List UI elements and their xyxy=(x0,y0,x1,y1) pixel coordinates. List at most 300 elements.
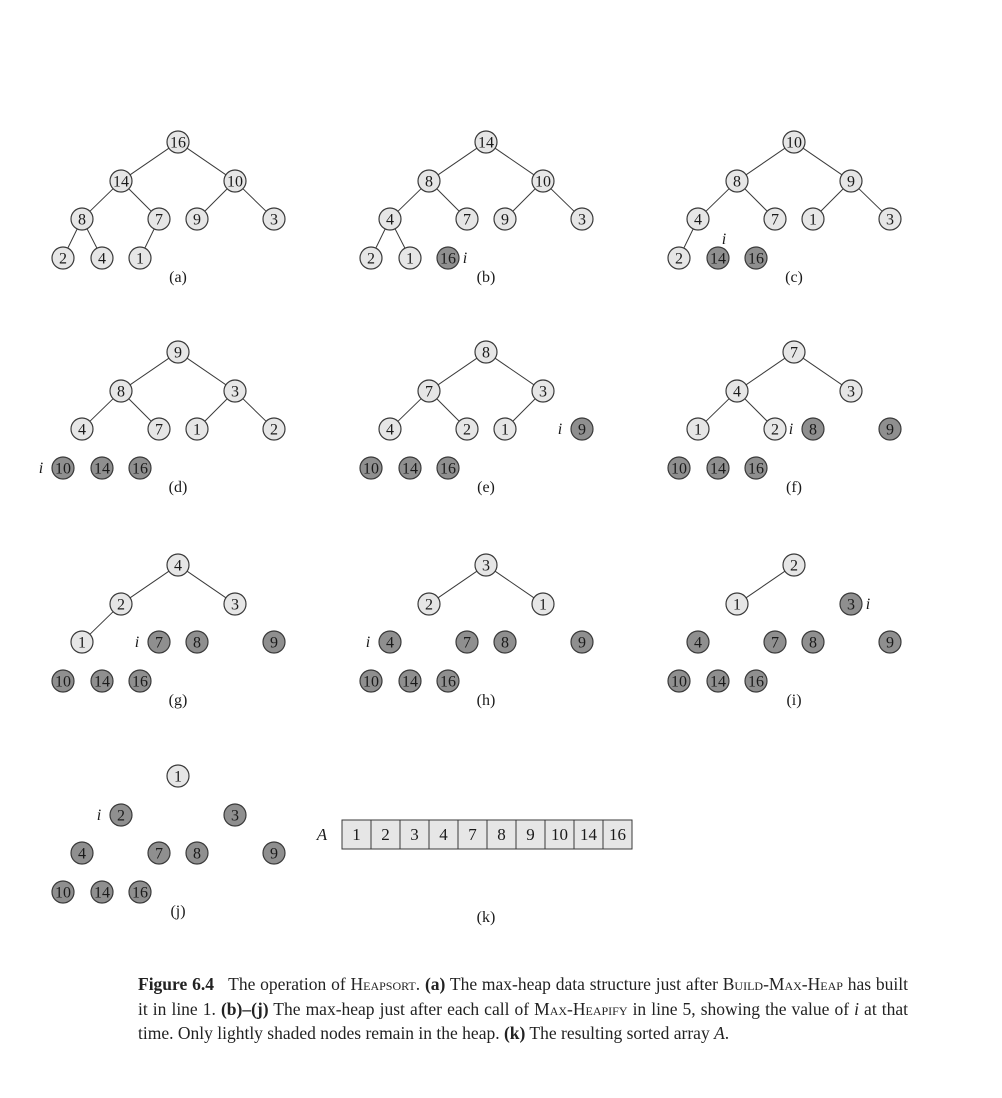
heap-node xyxy=(167,131,189,153)
heap-node xyxy=(456,418,478,440)
array-cell xyxy=(429,820,458,849)
sorted-node xyxy=(707,670,729,692)
heap-node xyxy=(110,593,132,615)
heap-node xyxy=(494,208,516,230)
tree-edge xyxy=(684,229,693,248)
tree-edge xyxy=(437,399,459,421)
tree-edge xyxy=(438,358,477,385)
sorted-node xyxy=(437,247,459,269)
heap-node xyxy=(186,208,208,230)
node-value: 2 xyxy=(463,421,471,439)
node-value: 8 xyxy=(117,383,125,401)
node-value: 10 xyxy=(786,134,802,152)
heap-panel xyxy=(52,131,285,286)
sorted-node xyxy=(148,842,170,864)
heap-node xyxy=(475,341,497,363)
sorted-node xyxy=(91,881,113,903)
heap-node xyxy=(475,554,497,576)
node-value: 7 xyxy=(155,634,163,652)
node-value: 4 xyxy=(386,421,394,439)
tree-edge xyxy=(438,571,477,598)
sorted-node xyxy=(707,247,729,269)
panel-label: (f) xyxy=(786,479,802,496)
heap-node xyxy=(224,380,246,402)
heap-node xyxy=(379,418,401,440)
heap-node xyxy=(840,170,862,192)
tree-edge xyxy=(187,148,226,175)
heap-node xyxy=(360,247,382,269)
heap-node xyxy=(418,593,440,615)
node-value: 2 xyxy=(117,596,125,614)
sorted-node xyxy=(802,418,824,440)
node-value: 9 xyxy=(501,211,509,229)
array-cell-value: 2 xyxy=(381,825,390,844)
node-value: 8 xyxy=(733,173,741,191)
tree-edge xyxy=(87,229,97,248)
i-marker: i xyxy=(462,250,468,267)
heap-node xyxy=(224,170,246,192)
heap-node xyxy=(167,554,189,576)
sorted-node xyxy=(879,418,901,440)
node-value: 14 xyxy=(478,134,494,152)
sorted-node xyxy=(52,881,74,903)
tree-edge xyxy=(187,358,226,385)
sorted-node xyxy=(840,593,862,615)
heap-panel xyxy=(668,131,901,286)
sorted-node xyxy=(494,631,516,653)
array-cell xyxy=(458,820,487,849)
i-marker: i xyxy=(38,460,44,477)
node-value: 1 xyxy=(174,768,182,786)
node-value: 7 xyxy=(790,344,798,362)
sorted-node xyxy=(71,842,93,864)
array-cell-value: 7 xyxy=(468,825,477,844)
sorted-node xyxy=(707,457,729,479)
node-value: 9 xyxy=(193,211,201,229)
node-value: 3 xyxy=(886,211,894,229)
sorted-node xyxy=(129,457,151,479)
i-marker: i xyxy=(865,596,871,613)
heap-panel xyxy=(39,341,285,496)
heap-node xyxy=(764,208,786,230)
node-value: 4 xyxy=(733,383,741,401)
tree-edge xyxy=(243,189,266,212)
heap-node xyxy=(148,418,170,440)
node-value: 16 xyxy=(748,250,764,268)
heap-node xyxy=(110,170,132,192)
tree-edge xyxy=(513,399,535,421)
sorted-node xyxy=(745,247,767,269)
array-cell xyxy=(603,820,632,849)
heap-node xyxy=(418,170,440,192)
node-value: 9 xyxy=(270,845,278,863)
tree-edge xyxy=(495,571,534,598)
heap-node xyxy=(726,380,748,402)
heap-node xyxy=(726,170,748,192)
node-value: 10 xyxy=(671,673,687,691)
node-value: 4 xyxy=(78,421,86,439)
heap-node xyxy=(783,554,805,576)
node-value: 3 xyxy=(847,596,855,614)
tree-edge xyxy=(706,399,729,422)
node-value: 16 xyxy=(170,134,186,152)
node-value: 16 xyxy=(132,884,148,902)
array-cell-value: 10 xyxy=(551,825,568,844)
heap-node xyxy=(167,765,189,787)
heap-panel xyxy=(52,554,285,709)
sorted-node xyxy=(437,457,459,479)
node-value: 1 xyxy=(501,421,509,439)
panel-label: (a) xyxy=(169,269,187,286)
sorted-node xyxy=(148,631,170,653)
node-value: 3 xyxy=(231,383,239,401)
caption-label-a: (a) xyxy=(424,974,446,994)
heap-panel xyxy=(360,131,593,286)
heap-node xyxy=(71,418,93,440)
sorted-node xyxy=(379,631,401,653)
array-cell xyxy=(342,820,371,849)
figure-number: Figure 6.4 xyxy=(138,974,214,994)
heap-node xyxy=(148,208,170,230)
node-value: 4 xyxy=(78,845,86,863)
tree-edge xyxy=(187,571,226,598)
tree-edge xyxy=(145,229,154,248)
node-value: 8 xyxy=(425,173,433,191)
tree-edge xyxy=(90,399,113,422)
node-value: 3 xyxy=(847,383,855,401)
heap-panel xyxy=(360,341,593,496)
tree-edge xyxy=(438,148,477,175)
heap-node xyxy=(783,131,805,153)
panel-label: (e) xyxy=(477,479,495,496)
tree-edge xyxy=(551,189,574,212)
node-value: 14 xyxy=(710,460,726,478)
node-value: 7 xyxy=(463,211,471,229)
node-value: 16 xyxy=(440,673,456,691)
heap-node xyxy=(783,341,805,363)
heap-panel xyxy=(52,765,285,920)
tree-edge xyxy=(803,358,842,385)
sorted-node xyxy=(110,804,132,826)
node-value: 1 xyxy=(694,421,702,439)
heap-node xyxy=(71,631,93,653)
node-value: 9 xyxy=(578,421,586,439)
panel-label: (i) xyxy=(786,692,802,709)
array-cell-value: 14 xyxy=(580,825,597,844)
array-cell xyxy=(371,820,400,849)
sorted-node xyxy=(668,457,690,479)
heap-node xyxy=(399,247,421,269)
heap-node xyxy=(802,208,824,230)
caption-text-8: The resulting sorted array xyxy=(525,1023,715,1043)
node-value: 14 xyxy=(402,460,418,478)
node-value: 14 xyxy=(94,884,110,902)
heap-node xyxy=(263,208,285,230)
node-value: 7 xyxy=(425,383,433,401)
caption-max-heapify: Max-Heapify xyxy=(534,998,628,1019)
sorted-node xyxy=(129,881,151,903)
node-value: 2 xyxy=(790,557,798,575)
node-value: 9 xyxy=(847,173,855,191)
sorted-node xyxy=(263,631,285,653)
tree-edge xyxy=(205,399,227,421)
heap-node xyxy=(129,247,151,269)
sorted-node xyxy=(399,457,421,479)
sorted-node xyxy=(571,418,593,440)
node-value: 2 xyxy=(675,250,683,268)
i-marker: i xyxy=(365,634,371,651)
figure-caption xyxy=(138,972,908,1046)
tree-edge xyxy=(803,148,842,175)
node-value: 4 xyxy=(98,250,106,268)
i-marker: i xyxy=(721,231,727,248)
node-value: 7 xyxy=(463,634,471,652)
tree-edge xyxy=(205,189,227,211)
node-value: 2 xyxy=(59,250,67,268)
node-value: 10 xyxy=(363,460,379,478)
node-value: 14 xyxy=(710,673,726,691)
tree-edge xyxy=(706,189,729,212)
caption-build-max-heap: Build-Max-Heap xyxy=(722,974,843,994)
heap-node xyxy=(764,418,786,440)
node-value: 10 xyxy=(535,173,551,191)
node-value: 7 xyxy=(155,211,163,229)
tree-edge xyxy=(90,612,113,635)
tree-edge xyxy=(746,358,785,385)
node-value: 3 xyxy=(270,211,278,229)
sorted-node xyxy=(129,670,151,692)
node-value: 14 xyxy=(94,460,110,478)
heap-node xyxy=(263,418,285,440)
node-value: 3 xyxy=(482,557,490,575)
panel-label: (d) xyxy=(168,479,188,496)
tree-edge xyxy=(130,148,169,175)
node-value: 2 xyxy=(367,250,375,268)
tree-edge xyxy=(745,399,767,421)
array-name: A xyxy=(316,825,328,844)
node-value: 3 xyxy=(231,596,239,614)
heap-node xyxy=(879,208,901,230)
array-cell xyxy=(574,820,603,849)
tree-edge xyxy=(495,358,534,385)
node-value: 16 xyxy=(748,460,764,478)
node-value: 14 xyxy=(94,673,110,691)
node-value: 14 xyxy=(402,673,418,691)
node-value: 9 xyxy=(578,634,586,652)
caption-text-2: . xyxy=(415,974,425,994)
sorted-node xyxy=(687,631,709,653)
node-value: 7 xyxy=(155,421,163,439)
sorted-node xyxy=(52,457,74,479)
sorted-node xyxy=(879,631,901,653)
node-value: 14 xyxy=(113,173,129,191)
node-value: 1 xyxy=(78,634,86,652)
node-value: 1 xyxy=(136,250,144,268)
node-value: 1 xyxy=(406,250,414,268)
sorted-node xyxy=(668,670,690,692)
heap-node xyxy=(532,593,554,615)
caption-label-b-j: (b)–(j) xyxy=(220,998,269,1019)
heap-node xyxy=(668,247,690,269)
node-value: 2 xyxy=(425,596,433,614)
node-value: 9 xyxy=(886,421,894,439)
sorted-array xyxy=(316,820,632,926)
sorted-node xyxy=(91,670,113,692)
heap-node xyxy=(224,593,246,615)
panel-label: (j) xyxy=(170,903,186,920)
tree-edge xyxy=(130,358,169,385)
heap-node xyxy=(418,380,440,402)
sorted-node xyxy=(399,670,421,692)
node-value: 9 xyxy=(886,634,894,652)
node-value: 8 xyxy=(78,211,86,229)
caption-i-variable: i xyxy=(854,998,859,1019)
node-value: 3 xyxy=(578,211,586,229)
node-value: 16 xyxy=(748,673,764,691)
node-value: 1 xyxy=(193,421,201,439)
sorted-node xyxy=(764,631,786,653)
i-marker: i xyxy=(96,807,102,824)
heap-node xyxy=(532,380,554,402)
node-value: 16 xyxy=(440,250,456,268)
panel-label: (h) xyxy=(476,692,496,709)
heap-node xyxy=(687,418,709,440)
node-value: 4 xyxy=(694,211,702,229)
tree-edge xyxy=(859,189,882,212)
heap-node xyxy=(186,418,208,440)
tree-edge xyxy=(395,229,405,248)
node-value: 16 xyxy=(440,460,456,478)
heap-node xyxy=(726,593,748,615)
node-value: 9 xyxy=(270,634,278,652)
heap-node xyxy=(494,418,516,440)
heap-node xyxy=(571,208,593,230)
array-cell xyxy=(400,820,429,849)
heap-node xyxy=(91,247,113,269)
sorted-node xyxy=(360,457,382,479)
heap-node xyxy=(456,208,478,230)
heap-node xyxy=(52,247,74,269)
node-value: 9 xyxy=(174,344,182,362)
tree-edge xyxy=(821,189,843,211)
heap-panels xyxy=(39,131,901,920)
node-value: 7 xyxy=(771,211,779,229)
caption-a-variable: A xyxy=(714,1023,725,1043)
node-value: 10 xyxy=(227,173,243,191)
node-value: 4 xyxy=(386,211,394,229)
heap-node xyxy=(379,208,401,230)
node-value: 10 xyxy=(363,673,379,691)
sorted-node xyxy=(224,804,246,826)
node-value: 10 xyxy=(55,673,71,691)
sorted-node xyxy=(745,457,767,479)
panel-label: (b) xyxy=(476,269,496,286)
tree-edge xyxy=(437,189,459,211)
node-value: 4 xyxy=(174,557,182,575)
panel-label: (c) xyxy=(785,269,803,286)
heap-node xyxy=(110,380,132,402)
node-value: 2 xyxy=(771,421,779,439)
sorted-node xyxy=(456,631,478,653)
node-value: 8 xyxy=(809,634,817,652)
node-value: 8 xyxy=(193,845,201,863)
panel-label: (k) xyxy=(476,909,496,926)
caption-text-9: . xyxy=(724,1023,730,1043)
tree-edge xyxy=(130,571,169,598)
node-value: 1 xyxy=(733,596,741,614)
tree-edge xyxy=(513,189,535,211)
caption-heapsort: Heapsort xyxy=(350,974,416,994)
i-marker: i xyxy=(557,421,563,438)
sorted-node xyxy=(91,457,113,479)
array-cell xyxy=(545,820,574,849)
array-cell xyxy=(487,820,516,849)
node-value: 3 xyxy=(231,807,239,825)
node-value: 1 xyxy=(809,211,817,229)
tree-edge xyxy=(129,399,151,421)
tree-edge xyxy=(746,148,785,175)
sorted-node xyxy=(802,631,824,653)
tree-edge xyxy=(495,148,534,175)
node-value: 1 xyxy=(539,596,547,614)
i-marker: i xyxy=(788,421,794,438)
array-cell-value: 1 xyxy=(352,825,361,844)
tree-edge xyxy=(376,229,385,248)
heap-node xyxy=(532,170,554,192)
heap-node xyxy=(475,131,497,153)
heap-panel xyxy=(360,554,593,709)
caption-text-3: The max-heap data structure just after xyxy=(445,974,723,994)
caption-text-4: has built it in line 1. xyxy=(138,974,909,1019)
node-value: 10 xyxy=(55,884,71,902)
node-value: 16 xyxy=(132,673,148,691)
sorted-node xyxy=(437,670,459,692)
array-cell-value: 8 xyxy=(497,825,506,844)
array-cell-value: 9 xyxy=(526,825,535,844)
node-value: 3 xyxy=(539,383,547,401)
caption-text-5: The max-heap just after each call of xyxy=(268,998,535,1019)
heap-node xyxy=(687,208,709,230)
node-value: 14 xyxy=(710,250,726,268)
sorted-node xyxy=(186,842,208,864)
tree-edge xyxy=(90,189,113,212)
node-value: 4 xyxy=(694,634,702,652)
node-value: 10 xyxy=(55,460,71,478)
sorted-node xyxy=(745,670,767,692)
node-value: 7 xyxy=(771,634,779,652)
caption-text-1: The operation of xyxy=(228,974,351,994)
array-cell-value: 3 xyxy=(410,825,419,844)
sorted-node xyxy=(571,631,593,653)
node-value: 10 xyxy=(671,460,687,478)
array-cell-value: 4 xyxy=(439,825,448,844)
node-value: 2 xyxy=(117,807,125,825)
node-value: 8 xyxy=(482,344,490,362)
tree-edge xyxy=(129,189,151,211)
tree-edge xyxy=(68,229,77,248)
array-cell-value: 16 xyxy=(609,825,626,844)
caption-label-k: (k) xyxy=(503,1023,526,1043)
panel-label: (g) xyxy=(168,692,188,709)
node-value: 4 xyxy=(386,634,394,652)
node-value: 2 xyxy=(270,421,278,439)
node-value: 7 xyxy=(155,845,163,863)
sorted-node xyxy=(360,670,382,692)
sorted-node xyxy=(263,842,285,864)
tree-edge xyxy=(398,399,421,422)
tree-edge xyxy=(746,571,785,598)
sorted-node xyxy=(186,631,208,653)
